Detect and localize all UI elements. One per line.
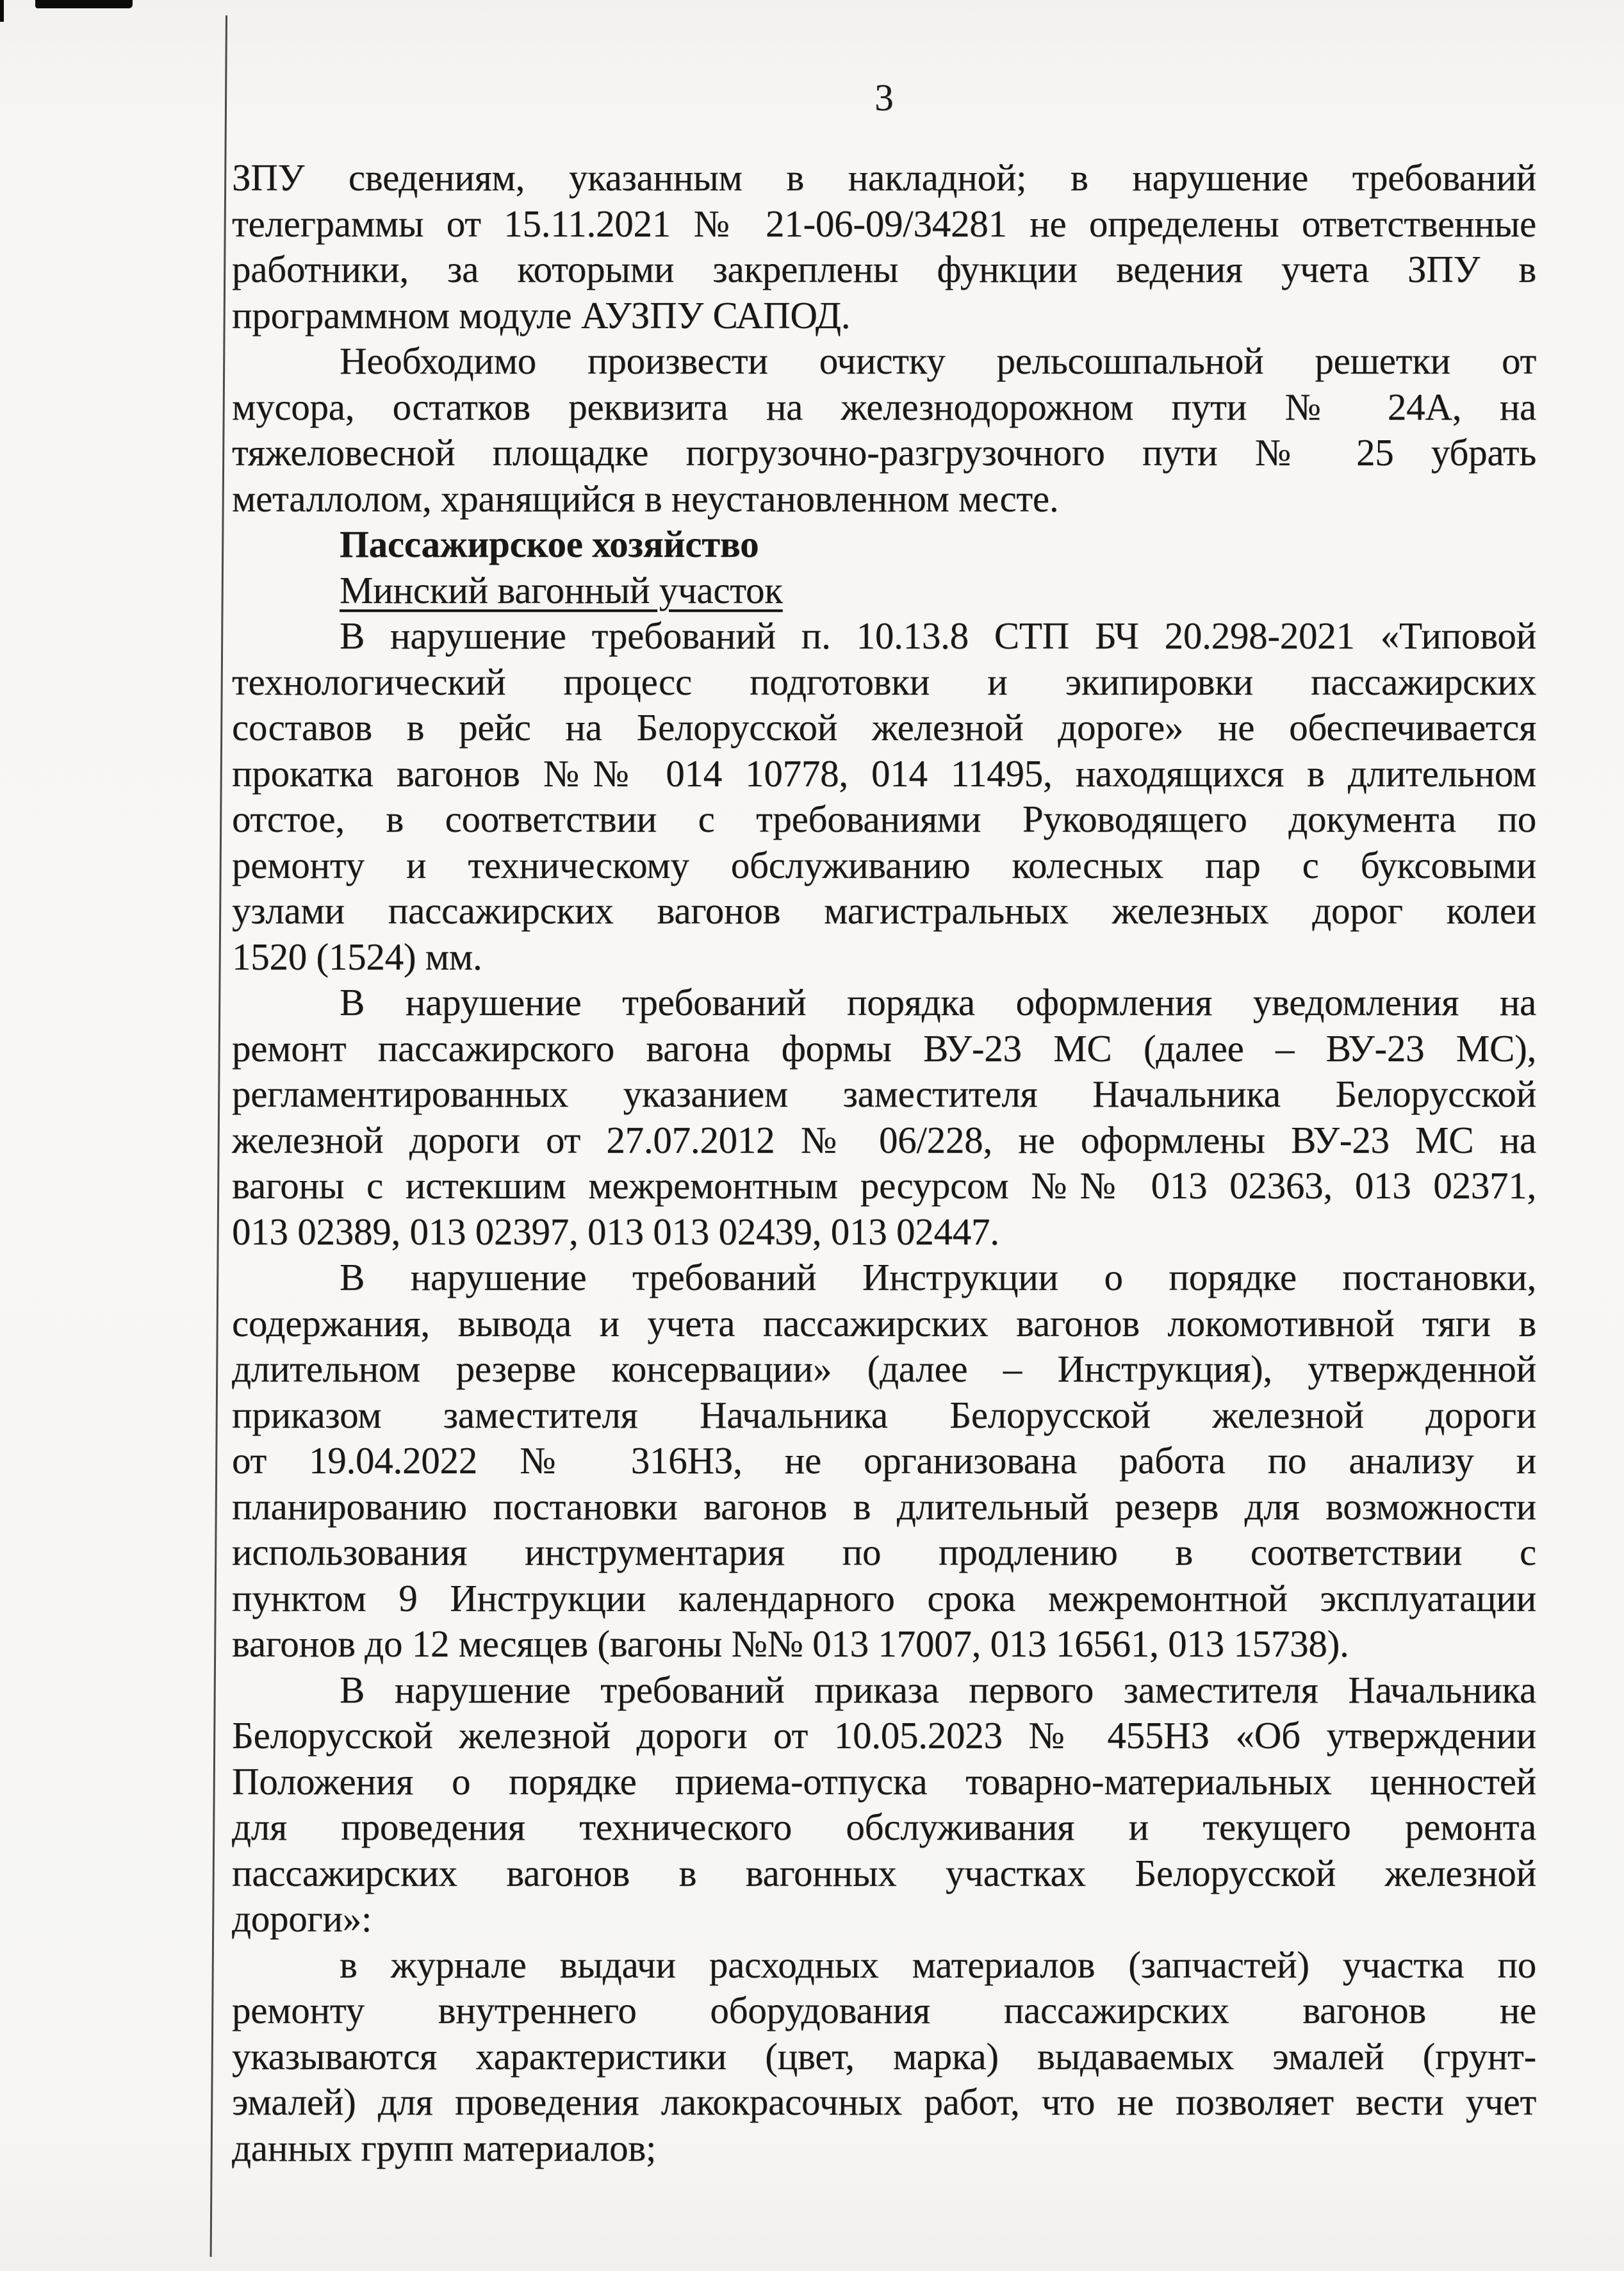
text-line: металлолом, хранящийся в неустановленном месте. xyxy=(232,477,1059,520)
text-line: отстое, в соответствии с требованиями Руководящего документа по xyxy=(232,798,1536,840)
text-line: работники, за которыми закреплены функции ведения учета ЗПУ в xyxy=(232,248,1536,290)
text-line: ЗПУ сведениям, указанным в накладной; в нарушение требований xyxy=(232,156,1536,199)
text-line: В нарушение требований п. 10.13.8 СТП БЧ 20.298-2021 «Типовой xyxy=(340,615,1536,657)
text-line: ремонту внутреннего оборудования пассажирских вагонов не xyxy=(232,1989,1536,2031)
paragraph xyxy=(232,1667,1536,1942)
text-line: Необходимо произвести очистку рельсошпальной решетки от xyxy=(340,340,1536,382)
text-line: дороги»: xyxy=(232,1897,372,1940)
text-line: технологический процесс подготовки и экипировки пассажирских xyxy=(232,660,1536,703)
text-line: содержания, вывода и учета пассажирских вагонов локомотивной тяги в xyxy=(232,1301,1536,1344)
text-line: длительном резерве консервации» (далее – Инструкция), утвержденной xyxy=(232,1348,1536,1390)
text-line: прокатка вагонов №№ 014 10778, 014 11495, находящихся в длительном xyxy=(232,752,1536,795)
text-line: регламентированных указанием заместителя Начальника Белорусской xyxy=(232,1073,1536,1115)
document-body xyxy=(232,155,1536,2171)
text-line: указываются характеристики (цвет, марка) выдаваемых эмалей (грунт- xyxy=(232,2035,1536,2077)
text-line: приказом заместителя Начальника Белорусской железной дороги xyxy=(232,1393,1536,1436)
paragraph xyxy=(232,980,1536,1255)
text-line: ремонт пассажирского вагона формы ВУ-23 МС (далее – ВУ-23 МС), xyxy=(232,1027,1536,1069)
text-line: эмалей) для проведения лакокрасочных работ, что не позволяет вести учет xyxy=(232,2081,1536,2123)
text-line: вагоны с истекшим межремонтным ресурсом №№ 013 02363, 013 02371, xyxy=(232,1164,1536,1207)
text-line: ремонту и техническому обслуживанию колесных пар с буксовыми xyxy=(232,843,1536,886)
paragraph xyxy=(232,613,1536,980)
text-line: Минский вагонный участок xyxy=(340,568,783,611)
text-line: тяжеловесной площадке погрузочно-разгрузочного пути № 25 убрать xyxy=(232,431,1536,474)
text-line: В нарушение требований приказа первого заместителя Начальника xyxy=(340,1668,1536,1711)
margin-rule-line xyxy=(210,15,227,2257)
text-line: использования инструментария по продлению в соответствии с xyxy=(232,1531,1536,1573)
text-line: Белорусской железной дороги от 10.05.2023 № 455НЗ «Об утверждении xyxy=(232,1714,1536,1756)
paragraph xyxy=(232,522,1536,568)
text-line: пунктом 9 Инструкции календарного срока межремонтной эксплуатации xyxy=(232,1576,1536,1619)
text-line: программном модуле АУЗПУ САПОД. xyxy=(232,293,851,336)
text-line: железной дороги от 27.07.2012 № 06/228, не оформлены ВУ-23 МС на xyxy=(232,1118,1536,1161)
text-line: пассажирских вагонов в вагонных участках Белорусской железной xyxy=(232,1851,1536,1894)
paragraph xyxy=(232,568,1536,614)
text-line: для проведения технического обслуживания и текущего ремонта xyxy=(232,1806,1536,1848)
text-line: В нарушение требований порядка оформления уведомления на xyxy=(340,981,1536,1023)
paragraph xyxy=(232,1942,1536,2172)
text-line: узлами пассажирских вагонов магистральных железных дорог колеи xyxy=(232,889,1536,932)
text-line: в журнале выдачи расходных материалов (запчастей) участка по xyxy=(340,1943,1536,1986)
scan-artifact-top xyxy=(35,0,133,8)
paragraph xyxy=(232,338,1536,522)
text-line: планированию постановки вагонов в длительный резерв для возможности xyxy=(232,1485,1536,1528)
paragraph xyxy=(232,155,1536,338)
page-number: 3 xyxy=(874,76,894,119)
text-line: 1520 (1524) мм. xyxy=(232,935,482,978)
text-line: В нарушение требований Инструкции о порядке постановки, xyxy=(340,1256,1536,1298)
text-line: составов в рейс на Белорусской железной дороге» не обеспечивается xyxy=(232,706,1536,748)
text-line: от 19.04.2022 № 316НЗ, не организована работа по анализу и xyxy=(232,1439,1536,1482)
paragraph xyxy=(232,1255,1536,1667)
text-line: мусора, остатков реквизита на железнодорожном пути № 24А, на xyxy=(232,385,1536,428)
text-line: 013 02389, 013 02397, 013 013 02439, 013 02447. xyxy=(232,1210,999,1253)
scan-artifact-corner xyxy=(0,0,4,22)
text-line: Положения о порядке приема-отпуска товарно-материальных ценностей xyxy=(232,1760,1536,1803)
text-line: вагонов до 12 месяцев (вагоны №№ 013 17007, 013 16561, 013 15738). xyxy=(232,1623,1349,1665)
text-line: данных групп материалов; xyxy=(232,2126,657,2169)
text-line: Пассажирское хозяйство xyxy=(340,523,759,565)
text-line: телеграммы от 15.11.2021 № 21-06-09/34281 не определены ответственные xyxy=(232,202,1536,245)
